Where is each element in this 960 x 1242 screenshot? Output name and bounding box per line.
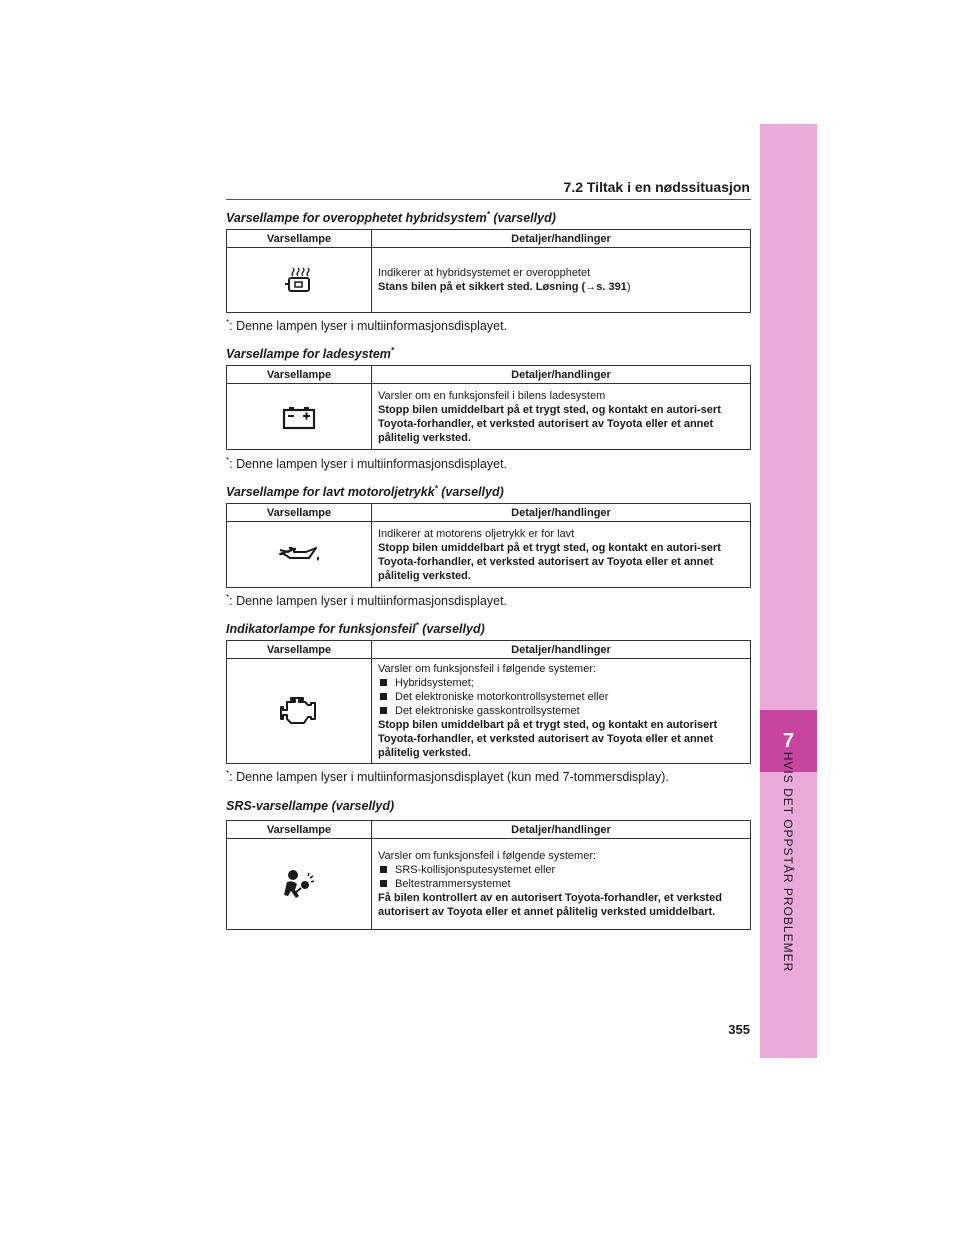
- page-number: 355: [728, 1022, 750, 1037]
- oil-can-icon: [227, 522, 372, 588]
- warning-table-malfunction: [226, 640, 751, 764]
- col-header-details: Detaljer/handlinger: [372, 504, 751, 522]
- warning-table-hybrid-overheat: [226, 229, 751, 313]
- list-item: Hybridsystemet;: [378, 676, 744, 690]
- airbag-icon: [227, 839, 372, 930]
- bullet-square-icon: [380, 880, 387, 887]
- section-title-srs: SRS-varsellampe (varsellyd): [226, 799, 395, 813]
- warning-table-charging: [226, 365, 751, 450]
- details-srs: Varsler om funksjonsfeil i følgende systemer: SRS-kollisjonsputesystemet eller Beltestrammersystemet Få bilen kontrollert av en autorisert Toyota-forhandler, et verksted autorisert av Toyota eller et annet pålitelig verksted umiddelbart.: [372, 839, 751, 930]
- col-header-lamp: Varsellampe: [227, 821, 372, 839]
- details-hybrid-overheat: Indikerer at hybridsystemet er overopphetet Stans bilen på et sikkert sted. Løsning (→s. 391): [372, 248, 751, 313]
- section-title-charging: Varsellampe for ladesystem*: [226, 346, 395, 362]
- warning-table-srs: [226, 820, 751, 930]
- list-item: SRS-kollisjonsputesystemet eller: [378, 863, 744, 877]
- col-header-details: Detaljer/handlinger: [372, 641, 751, 659]
- footnote-oil-pressure: *: Denne lampen lyser i multiinformasjonsdisplayet.: [226, 593, 508, 609]
- list-item: Beltestrammersystemet: [378, 877, 744, 891]
- chapter-number: 7: [782, 729, 795, 752]
- details-oil-pressure: Indikerer at motorens oljetrykk er for lavt Stopp bilen umiddelbart på et trygt sted, og kontakt en autori-sert Toyota-forhandler, et verksted autorisert av Toyota eller et annet pålitelig verksted.: [372, 522, 751, 588]
- col-header-lamp: Varsellampe: [227, 504, 372, 522]
- list-item: Det elektroniske gasskontrollsystemet: [378, 704, 744, 718]
- col-header-lamp: Varsellampe: [227, 230, 372, 248]
- list-item: Det elektroniske motorkontrollsystemet eller: [378, 690, 744, 704]
- bullet-square-icon: [380, 866, 387, 873]
- details-charging: Varsler om en funksjonsfeil i bilens ladesystem Stopp bilen umiddelbart på et trygt sted, og kontakt en autori-sert Toyota-forhandler, et verksted autorisert av Toyota eller et annet pålitelig verksted.: [372, 384, 751, 450]
- bullet-square-icon: [380, 679, 387, 686]
- col-header-details: Detaljer/handlinger: [372, 366, 751, 384]
- col-header-lamp: Varsellampe: [227, 641, 372, 659]
- bullet-square-icon: [380, 707, 387, 714]
- footnote-hybrid-overheat: *: Denne lampen lyser i multiinformasjonsdisplayet.: [226, 318, 508, 334]
- section-title-oil-pressure: Varsellampe for lavt motoroljetrykk* (varsellyd): [226, 484, 504, 500]
- col-header-details: Detaljer/handlinger: [372, 230, 751, 248]
- page-header-title: 7.2 Tiltak i en nødssituasjon: [563, 179, 750, 195]
- col-header-lamp: Varsellampe: [227, 366, 372, 384]
- footnote-charging: *: Denne lampen lyser i multiinformasjonsdisplayet.: [226, 456, 508, 472]
- footnote-malfunction: *: Denne lampen lyser i multiinformasjonsdisplayet (kun med 7-tommersdisplay).: [226, 769, 669, 785]
- section-title-malfunction: Indikatorlampe for funksjonsfeil* (varsellyd): [226, 621, 485, 637]
- check-engine-icon: [227, 659, 372, 764]
- col-header-details: Detaljer/handlinger: [372, 821, 751, 839]
- page-reference-link[interactable]: s. 391: [596, 281, 627, 293]
- details-malfunction: Varsler om funksjonsfeil i følgende systemer: Hybridsystemet; Det elektroniske motorkontrollsystemet eller Det elektroniske gasskontrollsystemet Stopp bilen umiddelbart på et trygt sted, og kontakt en autorisert Toyota-forhandler, et verksted autorisert av Toyota eller et annet pålitelig verksted.: [372, 659, 751, 764]
- header-rule: [226, 199, 751, 200]
- section-title-hybrid-overheat: Varsellampe for overopphetet hybridsystem* (varsellyd): [226, 210, 556, 226]
- bullet-square-icon: [380, 693, 387, 700]
- chapter-title: HVIS DET OPPSTÅR PROBLEMER: [781, 751, 795, 973]
- warning-table-oil-pressure: [226, 503, 751, 588]
- hybrid-overheat-icon: [227, 248, 372, 313]
- battery-icon: [227, 384, 372, 450]
